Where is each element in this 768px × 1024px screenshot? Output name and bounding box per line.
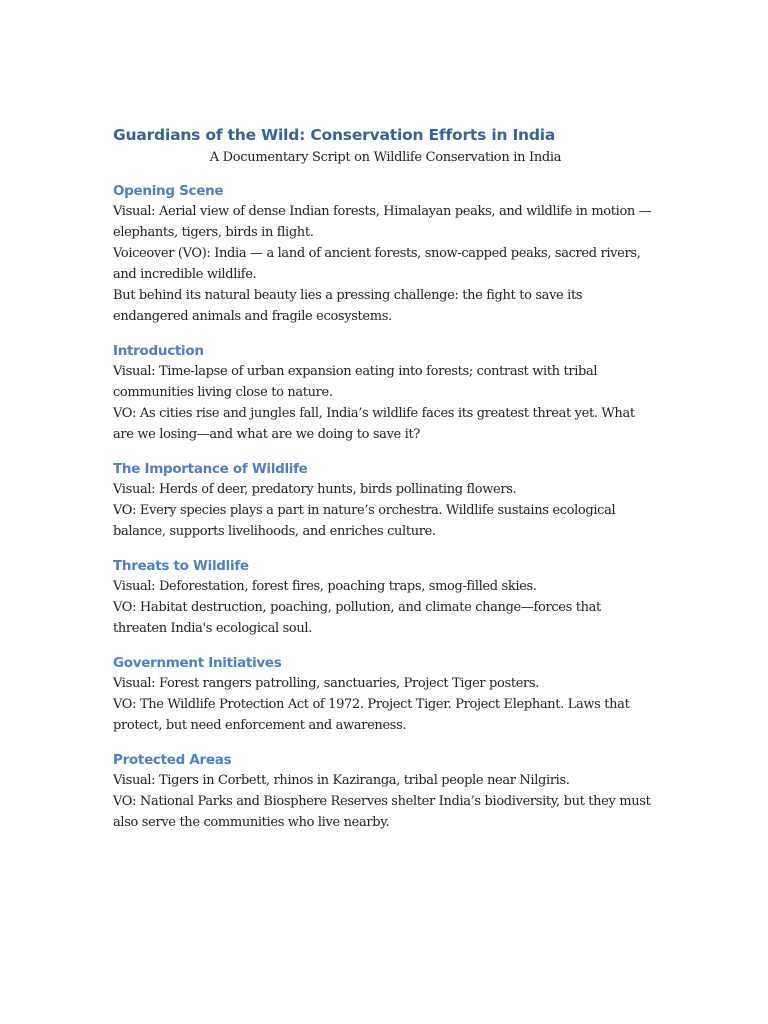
visual-paragraph: Visual: Deforestation, forest fires, poaching traps, smog-filled skies.	[113, 579, 537, 594]
section-heading: Protected Areas	[113, 752, 232, 768]
section-heading: Government Initiatives	[113, 655, 282, 671]
section-heading: Introduction	[113, 343, 204, 359]
section-importance-of-wildlife	[113, 459, 658, 542]
visual-paragraph: Visual: Forest rangers patrolling, sanctuaries, Project Tiger posters.	[113, 676, 540, 691]
section-introduction	[113, 341, 658, 445]
visual-paragraph: Visual: Time-lapse of urban expansion eating into forests; contrast with tribal communities living close to nature.	[113, 364, 598, 400]
voiceover-paragraph: VO: Every species plays a part in nature’s orchestra. Wildlife sustains ecological balance, supports livelihoods, and enriches culture.	[113, 503, 616, 539]
section-government-initiatives	[113, 653, 658, 736]
visual-paragraph: Visual: Tigers in Corbett, rhinos in Kaziranga, tribal people near Nilgiris.	[113, 773, 570, 788]
section-heading: Threats to Wildlife	[113, 558, 249, 574]
voiceover-paragraph: Voiceover (VO): India — a land of ancient forests, snow-capped peaks, sacred rivers, and incredible wildlife.	[113, 246, 641, 282]
section-protected-areas	[113, 750, 658, 833]
section-heading: The Importance of Wildlife	[113, 461, 308, 477]
document-page	[113, 124, 658, 833]
visual-paragraph: Visual: Herds of deer, predatory hunts, birds pollinating flowers.	[113, 482, 517, 497]
voiceover-paragraph: VO: Habitat destruction, poaching, pollution, and climate change—forces that threaten India's ecological soul.	[113, 600, 601, 636]
narration-paragraph: But behind its natural beauty lies a pressing challenge: the fight to save its endangered animals and fragile ecosystems.	[113, 288, 583, 324]
voiceover-paragraph: VO: National Parks and Biosphere Reserves shelter India’s biodiversity, but they must also serve the communities who live nearby.	[113, 794, 651, 830]
section-opening-scene	[113, 181, 658, 327]
section-heading: Opening Scene	[113, 183, 224, 199]
document-title: Guardians of the Wild: Conservation Efforts in India	[113, 126, 556, 144]
visual-paragraph: Visual: Aerial view of dense Indian forests, Himalayan peaks, and wildlife in motion — elephants, tigers, birds in flight.	[113, 204, 652, 240]
voiceover-paragraph: VO: The Wildlife Protection Act of 1972. Project Tiger. Project Elephant. Laws that protect, but need enforcement and awareness.	[113, 697, 630, 733]
voiceover-paragraph: VO: As cities rise and jungles fall, India’s wildlife faces its greatest threat yet. What are we losing—and what are we doing to save it?	[113, 406, 635, 442]
document-subtitle: A Documentary Script on Wildlife Conservation in India	[209, 150, 562, 165]
section-threats-to-wildlife	[113, 556, 658, 639]
